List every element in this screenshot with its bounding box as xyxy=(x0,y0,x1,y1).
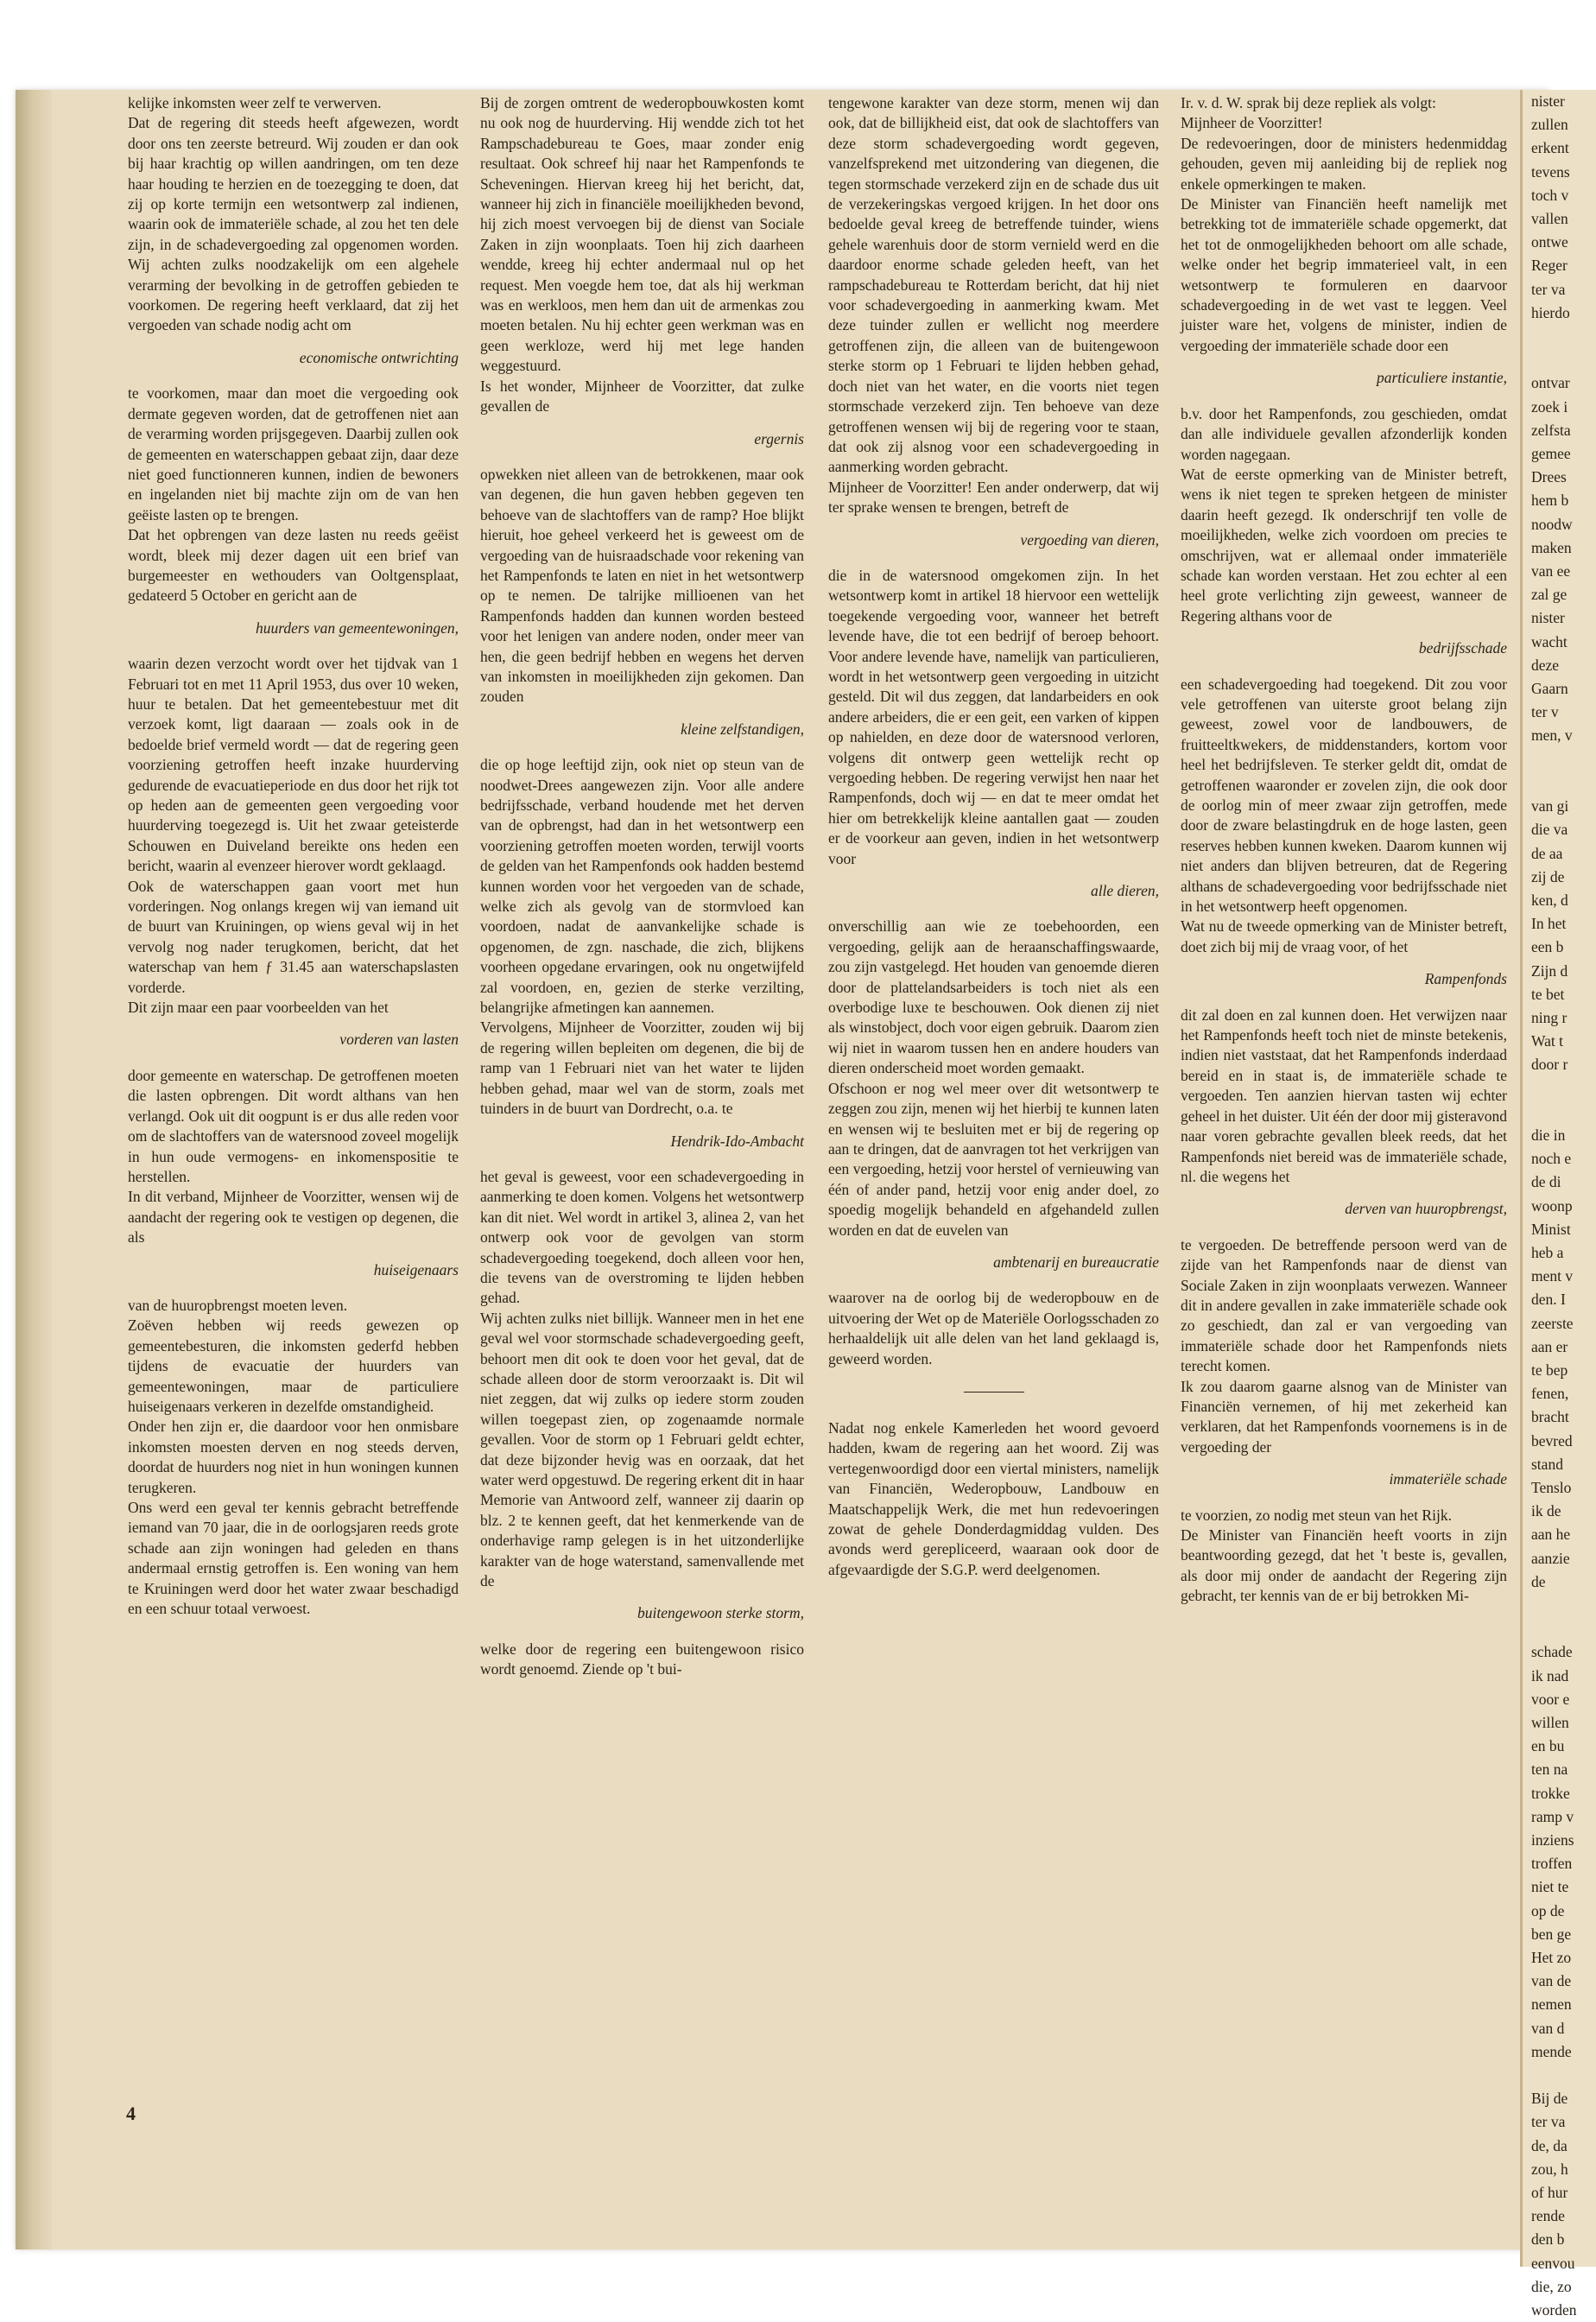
adjacent-page-fragment: hierdo xyxy=(1531,303,1570,321)
adjacent-page-fragment xyxy=(1523,325,1596,348)
adjacent-page-fragment: eenvou xyxy=(1531,2254,1575,2272)
adjacent-page-fragment: zeerste xyxy=(1531,1314,1574,1332)
adjacent-page-fragment: aan he xyxy=(1531,1526,1571,1544)
adjacent-page-fragment: woonp xyxy=(1531,1196,1573,1215)
inline-subheading: economische ontwrichting xyxy=(299,348,459,366)
adjacent-page-fragment: ment v xyxy=(1531,1267,1574,1285)
adjacent-page-fragment: ken, d xyxy=(1531,891,1568,909)
inline-subheading: particuliere instantie, xyxy=(1377,369,1507,387)
paragraph: welke door de regering een buitengewoon risico wordt genoemd. Ziende op 't bui- xyxy=(480,1640,804,1678)
adjacent-page-fragment: mende xyxy=(1531,2042,1572,2060)
adjacent-page-fragment: een b xyxy=(1531,938,1564,956)
adjacent-page-fragment: Zijn d xyxy=(1531,961,1568,980)
adjacent-page-fragment: te bep xyxy=(1531,1361,1568,1379)
adjacent-page-fragment: ik de xyxy=(1531,1502,1561,1520)
paragraph: Dat de regering dit steeds heeft afgewezen, wordt door ons ten zeerste betreurd. Wij zouden er dan ook bij haar krachtig op willen aandringen, om ten deze haar houding te herzien en de toezegging te doen, dat zij op korte termijn een wetsontwerp zal indienen, waarin ook de immateriële schade, al zou het ten dele zijn, in de schadevergoeding zal opgenomen worden. Wij achten zulks noodzakelijk om een algehele verarming der bevolking in de getroffen gebieden te voorkomen. De regering heeft verklaard, dat zij het vergoeden van schade nodig acht om xyxy=(128,114,459,334)
adjacent-page-fragment: zullen xyxy=(1531,116,1568,134)
paragraph: opwekken niet alleen van de betrokkenen, maar ook van degenen, die hun gaven hebben gegeven ten behoeve van de slachtoffers van de ramp? Hoe blijkt hieruit, hoe geheel verkeerd het is geweest om de vergoeding van de huisraadschade voor rekening van het Rampenfonds te laten en niet in het wetsontwerp op te nemen. De talrijke millioenen van het Rampenfonds hadden dan kunnen worden besteed voor het lenigen van andere noden, onder meer van hen, die geen bedrijf hebben en wegens het derven van inkomsten in moeilijkheden zijn gekomen. Dan zouden xyxy=(480,465,804,706)
adjacent-page-fragment: van ee xyxy=(1531,562,1571,580)
inline-subheading: huiseigenaars xyxy=(373,1260,459,1278)
adjacent-page-fragment: Drees xyxy=(1531,468,1567,486)
adjacent-page-fragment: ter va xyxy=(1531,2113,1566,2131)
paragraph: waarin dezen verzocht wordt over het tijdvak van 1 Februari tot en met 11 April 1953, dus over 10 weken, huur te betalen. Dat het gemeentebestuur met dit verzoek komt, ligt daaraan — zoals ook in de bedoelde brief vermeld wordt — dat de regering geen voorziening getroffen heeft inzake huurderving gedurende de evacuatieperiode en dus door het rijk tot op heden aan de gemeenten geen vergoeding voor huurderving toegezegd is. Uit het zwaar geteisterde Schouwen en Duiveland bereikte ons heden een bericht, waarin al evenzeer hierover wordt geklaagd. xyxy=(128,655,459,875)
adjacent-page-fragment: worden xyxy=(1531,2301,1577,2319)
adjacent-page-fragment: wacht xyxy=(1531,632,1568,650)
adjacent-page-fragment: de di xyxy=(1531,1173,1561,1191)
section-separator xyxy=(964,1392,1024,1393)
adjacent-page-fragment: nister xyxy=(1531,92,1565,110)
inline-subheading: Rampenfonds xyxy=(1424,970,1507,988)
adjacent-page-fragment: van de xyxy=(1531,1972,1572,1990)
adjacent-page-fragment: zij de xyxy=(1531,867,1565,885)
adjacent-page-fragment: den b xyxy=(1531,2230,1565,2249)
paragraph: Onder hen zijn er, die daardoor voor hen onmisbare inkomsten moesten derven en nog steeds derven, doordat de huurders nog niet in hun woningen kunnen terugkeren. xyxy=(128,1418,459,1496)
adjacent-page-fragment: die, zo xyxy=(1531,2277,1572,2295)
adjacent-page-fragment: troffen xyxy=(1531,1855,1573,1873)
inline-subheading: buitengewoon sterke storm, xyxy=(637,1604,804,1622)
adjacent-page-fragment: zal ge xyxy=(1531,586,1568,604)
inline-subheading: kleine zelfstandigen, xyxy=(681,720,804,738)
adjacent-page-fragment: ning r xyxy=(1531,1008,1568,1026)
inline-subheading: Hendrik-Ido-Ambacht xyxy=(670,1132,804,1150)
paragraph: Vervolgens, Mijnheer de Voorzitter, zouden wij bij de regering willen bepleiten om degenen, die bij de ramp van 1 Februari niet van het water te lijden hebben gehad, maar wel van de storm, zoals met tuinders in de buurt van Dordrecht, o.a. te xyxy=(480,1018,804,1118)
inline-subheading: ambtenarij en bureaucratie xyxy=(993,1253,1159,1271)
paragraph: kelijke inkomsten weer zelf te verwerven. xyxy=(128,94,382,111)
adjacent-page-fragment xyxy=(1523,748,1596,771)
adjacent-page-fragment: of hur xyxy=(1531,2184,1568,2202)
adjacent-page-fragment: toch v xyxy=(1531,186,1569,204)
adjacent-page-fragment: Gaarn xyxy=(1531,680,1568,698)
adjacent-page-fragment xyxy=(1523,1617,1596,1640)
adjacent-page-fragment: ontwe xyxy=(1531,233,1568,251)
paragraph: onverschillig aan wie ze toebehoorden, een vergoeding, gelijk aan de heraanschaffingswaarde, zou zijn vastgelegd. Het houden van genoemde dieren door de plattelandsarbeiders is toch niet als een overbodige luxe te beschouwen. Ook dienen zij niet als winstobject, doch voor eigen gebruik. Daarom zien wij niet in waarom tussen hen en andere houders van dieren onderscheid moet worden gemaakt. xyxy=(828,917,1159,1077)
paragraph: Bij de zorgen omtrent de wederopbouwkosten komt nu ook nog de huurderving. Hij wendde zich tot het Rampschadebureau te Goes, maar zonder enig resultaat. Ook schreef hij naar het Rampenfonds te Scheveningen. Hiervan kreeg hij het bericht, dat, wanneer hij zich in financiële moeilijkheden bevond, hij zich moest vervoegen bij de dienst van Sociale Zaken in zijn woonplaats. Toen hij zich daarheen wendde, kreeg hij echter andermaal nul op het request. Men voegde hem toe, dat als hij werkman was en werkloos, men hem dan uit de armenkas zou moeten betalen. Nu hij echter geen werkman was en geen werkloze, werd hij met lege handen weggestuurd. xyxy=(480,94,804,375)
adjacent-page-fragment: ten na xyxy=(1531,1761,1568,1779)
adjacent-page-fragment: aan er xyxy=(1531,1337,1568,1355)
adjacent-page-fragment: die va xyxy=(1531,821,1568,839)
adjacent-page-fragment: Het zo xyxy=(1531,1949,1572,1967)
adjacent-page-fragment: tevens xyxy=(1531,162,1570,181)
paragraph: Mijnheer de Voorzitter! Een ander onderwerp, dat wij ter sprake wensen te brengen, betreft de xyxy=(828,478,1159,517)
column-3 xyxy=(828,93,1159,1580)
adjacent-page-fragment: door r xyxy=(1531,1056,1568,1074)
adjacent-page-fragment: Reger xyxy=(1531,257,1568,275)
paragraph: Ons werd een geval ter kennis gebracht betreffende iemand van 70 jaar, die in de oorlogsjaren reeds grote schade aan zijn woningen had geleden en thans andermaal ernstig getroffen is. Een woning van hem te Kruiningen werd door het water zwaar beschadigd en een schuur totaal verwoest. xyxy=(128,1499,459,1618)
paragraph: te voorzien, zo nodig met steun van het Rijk. xyxy=(1181,1506,1452,1524)
column-1 xyxy=(128,93,459,1619)
inline-subheading: vergoeding van dieren, xyxy=(1020,530,1159,549)
paragraph: waarover na de oorlog bij de wederopbouw en de uitvoering der Wet op de Materiële Oorlogsschaden zo herhaaldelijk uit alle delen van het land geklaagd is, geweerd worden. xyxy=(828,1289,1159,1367)
adjacent-page-fragment: nemen xyxy=(1531,1995,1572,2014)
adjacent-page-fragment: op de xyxy=(1531,1901,1565,1919)
adjacent-page-fragment: ben ge xyxy=(1531,1925,1572,1943)
adjacent-page-fragment: voor e xyxy=(1531,1690,1570,1708)
paragraph: De Minister van Financiën heeft voorts in zijn beantwoording gezegd, dat het 't beste is, gevallen, als door mij onder de aandacht der Regering zijn gebracht, ter kennis van de er bij betrokken Mi- xyxy=(1181,1526,1507,1605)
paragraph: dit zal doen en zal kunnen doen. Het verwijzen naar het Rampenfonds heeft toch niet de minste betekenis, indien niet vaststaat, dat het Rampenfonds inderdaad bereid en in staat is, de immateriële schade te vergoeden. Ten aanzien hiervan tasten wij echter geheel in het duister. Uit één der door mij gisteravond naar voren gebrachte gevallen bleek reeds, dat het Rampenfonds niet bereid was de immateriële schade, nl. die wegens het xyxy=(1181,1006,1507,1185)
adjacent-page-fragment: ramp v xyxy=(1531,1807,1574,1825)
paragraph: door gemeente en waterschap. De getroffenen moeten die lasten opbrengen. Dit wordt althans van hen verlangd. Ook uit dit oogpunt is er dus alle reden voor om de slachtoffers van de watersnood zoveel mogelijk in hun oude vermogens- en inkomenspositie te herstellen. xyxy=(128,1066,459,1185)
adjacent-page-fragment xyxy=(1523,771,1596,795)
adjacent-page-fragment: te bet xyxy=(1531,985,1565,1003)
adjacent-page-fragment: ter v xyxy=(1531,703,1559,721)
adjacent-page-fragment: deze xyxy=(1531,656,1560,674)
adjacent-page-fragment: trokke xyxy=(1531,1784,1570,1802)
adjacent-page-fragment: hem b xyxy=(1531,492,1569,510)
adjacent-page-fragment: en bu xyxy=(1531,1737,1565,1755)
adjacent-page-fragment: heb a xyxy=(1531,1243,1564,1261)
paragraph: te voorkomen, maar dan moet die vergoeding ook dermate gegeven worden, dat de getroffenen niet aan de verarming worden prijsgegeven. Daarbij zullen ook de gemeenten en waterschappen gebaat zijn, daar deze niet goed functionneren kunnen, indien de bewoners en ingelanden niet bij machte zijn om de van hen geëiste lasten op te brengen. xyxy=(128,384,459,523)
column-4 xyxy=(1181,93,1507,1607)
adjacent-page-fragment: van gi xyxy=(1531,797,1569,815)
adjacent-page-fragment: schade xyxy=(1531,1643,1573,1661)
adjacent-page-fragment: noch e xyxy=(1531,1150,1572,1168)
inline-subheading: immateriële schade xyxy=(1389,1470,1507,1488)
paragraph: Ofschoon er nog wel meer over dit wetsontwerp te zeggen zou zijn, menen wij het hierbij te kunnen laten en wensen wij te besluiten met er bij de regering op aan te dringen, dat de aanvragen tot het verkrijgen van een vergoeding, hetzij voor herstel of vernieuwing van één of ander pand, hetzij voor enig ander doel, zo spoedig mogelijk behandeld en afgehandeld zullen worden en dat de euvelen van xyxy=(828,1079,1159,1239)
inline-subheading: alle dieren, xyxy=(1090,882,1159,900)
adjacent-page-fragment xyxy=(1523,1594,1596,1617)
paragraph: Wat de eerste opmerking van de Minister betreft, wens ik niet tegen te spreken hetgeen de minister daarin heeft gezegd. Ik onderschrijf ten volle de moeilijkheden, welke zich voordoen om precies te omschrijven, wat er allemaal onder immateriële schade kan worden verstaan. Het zou echter al een heel grote verlichting zijn geweest, wanneer de Regering althans voor de xyxy=(1181,465,1507,625)
paragraph: De Minister van Financiën heeft namelijk met betrekking tot de immateriële schade opgemerkt, dat het tot de onmogelijkheden behoort om alle schade, welke onder het begrip immaterieel valt, in een wetsontwerp te formuleren en daarvoor schadevergoeding in de wet vast te leggen. Veel juister ware het, volgens de minister, indien de vergoeding der immateriële schade door een xyxy=(1181,195,1507,354)
inline-subheading: ergernis xyxy=(754,429,804,447)
paragraph: Nadat nog enkele Kamerleden het woord gevoerd hadden, kwam de regering aan het woord. Zij was vertegenwoordigd door een viertal ministers, namelijk van Financiën, Wederopbouw, Landbouw en Maatschappelijk Werk, die met hun redevoeringen zowat de gehele Donderdagmiddag vulden. Des avonds werd gerepliceerd, waaraan ook door de afgevaardigde der S.G.P. werd deelgenomen. xyxy=(828,1418,1159,1578)
paragraph: Mijnheer de Voorzitter! xyxy=(1181,114,1323,132)
paragraph: De redevoeringen, door de ministers hedenmiddag gehouden, geven mij aanleiding bij de repliek nog enkele opmerkingen te maken. xyxy=(1181,134,1507,193)
paragraph: die op hoge leeftijd zijn, ook niet op steun van de noodwet-Drees aangewezen zijn. Voor alle andere bedrijfsschade, verband houdende met het derven van de opbrengst, had dan in het wetsontwerp een voorziening getroffen moeten worden, terwijl voorts de gelden van het Rampenfonds ook hadden bestemd kunnen worden voor het vergoeden van de schade, welke zich als gevolg van de stormvloed kan voordoen, nadat de aanvankelijke schade is opgenomen, de zgn. naschade, die zich, blijkens voorheen opgedane ervaringen, ook nu ongetwijfeld zal voordoen, en, gezien de sterke verzilting, belangrijke afmetingen kan aannemen. xyxy=(480,756,804,1017)
adjacent-page-fragment: In het xyxy=(1531,915,1567,933)
paragraph: Ook de waterschappen gaan voort met hun vorderingen. Nog onlangs kregen wij van iemand uit de buurt van Kruiningen, op wiens geval wij in het vervolg nog nader terugkomen, bericht, dat het waterschap van hem ƒ 31.45 aan waterschapslasten vorderde. xyxy=(128,877,459,996)
adjacent-page-fragment: zou, h xyxy=(1531,2160,1568,2178)
adjacent-page-fragment: de aa xyxy=(1531,844,1563,862)
adjacent-page-fragment: den. I xyxy=(1531,1291,1566,1309)
inline-subheading: huurders van gemeentewoningen, xyxy=(255,619,459,637)
paragraph: Wij achten zulks niet billijk. Wanneer men in het ene geval wel voor stormschade schadevergoeding geeft, behoort men dit ook te doen voor het geval, dat de schade alleen door de storm veroorzaakt is. Dit wil niet zeggen, dat wij zulks op iedere storm zouden willen toegepast zien, op zogenaamde normale gevallen. Voor de storm op 1 Februari geldt echter, dat deze bijzonder hevig was en oorzaak, dat het water werd opgestuwd. De regering erkent dit in haar Memorie van Antwoord zelf, wanneer zij daarin op blz. 2 te kennen geeft, dat het kenmerkende van de onderhavige ramp gelegen is in het uitzonderlijke karakter van de hoge waterstand, samenvallende met de xyxy=(480,1309,804,1590)
adjacent-page-fragment: willen xyxy=(1531,1714,1569,1732)
paragraph: Wat nu de tweede opmerking van de Minister betreft, doet zich bij mij de vraag voor, of het xyxy=(1181,917,1507,955)
adjacent-page-fragment xyxy=(1523,348,1596,371)
adjacent-page-fragment: rende xyxy=(1531,2207,1565,2225)
paragraph: te vergoeden. De betreffende persoon werd van de zijde van het Rampenfonds naar de dienst van Sociale Zaken in zijn woonplaats verwezen. Wanneer dit in andere gevallen in zake immateriële schade ook zo geschiedt, dan zal er van vergoeding van immateriële schade door het Rampenfonds niets terecht komen. xyxy=(1181,1235,1507,1375)
adjacent-page-fragment: zelfsta xyxy=(1531,421,1571,439)
adjacent-page-fragment: Tenslo xyxy=(1531,1478,1572,1496)
inline-subheading: vorderen van lasten xyxy=(339,1031,459,1049)
adjacent-page-fragment: de, da xyxy=(1531,2136,1568,2154)
paragraph: een schadevergoeding had toegekend. Dit zou voor vele getroffenen van uiterste groot belang zijn geweest, zowel voor de landbouwers, de fruitteeltkwekers, de middenstanders, kortom voor heel het bedrijfsleven. Te sterker geldt dit, omdat de getroffenen waaronder er zovelen zijn, die ook door de oorlog min of meer zwaar zijn getroffen, mede door de zware belastingdruk en de hoge lasten, geen reserves hebben kunnen kweken. Daarom kunnen wij niet anders dan blijven betreuren, dat de Regering althans de schadevergoeding voor bedrijfsschade niet in het wetsontwerp heeft opgenomen. xyxy=(1181,675,1507,916)
adjacent-page-fragment: bracht xyxy=(1531,1408,1569,1426)
paragraph: Is het wonder, Mijnheer de Voorzitter, dat zulke gevallen de xyxy=(480,377,804,416)
adjacent-page-fragment: nister xyxy=(1531,609,1565,627)
book-binding xyxy=(16,90,52,2249)
adjacent-page-fragment: erkent xyxy=(1531,139,1569,157)
paragraph: van de huuropbrengst moeten leven. xyxy=(128,1296,348,1314)
paragraph: Dat het opbrengen van deze lasten nu reeds geëist wordt, bleek mij dezer dagen uit een brief van burgemeester en wethouders van Ooltgensplaat, gedateerd 5 October en gericht aan de xyxy=(128,526,459,605)
paragraph: het geval is geweest, voor een schadevergoeding in aanmerking te doen komen. Volgens het wetsontwerp kan dit niet. Wel wordt in artikel 3, alinea 2, van het ontwerp ook voor de gevolgen van storm schadevergoeding toegekend, doch alleen voor hen, die tevens van de overstroming te lijden hebben gehad. xyxy=(480,1167,804,1307)
paragraph: Zoëven hebben wij reeds gewezen op gemeentebesturen, die inkomsten gederfd hebben tijdens de evacuatie der huurders van gemeentewoningen, maar de particuliere huiseigenaars verkeren in dezelfde omstandigheid. xyxy=(128,1316,459,1415)
adjacent-page-fragment: inziens xyxy=(1531,1831,1574,1849)
adjacent-page-fragment: men, v xyxy=(1531,726,1573,745)
adjacent-page-edge xyxy=(1520,90,1596,2319)
adjacent-page-fragment xyxy=(1523,1077,1596,1101)
inline-subheading: bedrijfsschade xyxy=(1418,639,1507,657)
adjacent-page-fragment: fenen, xyxy=(1531,1385,1569,1403)
paragraph: Dit zijn maar een paar voorbeelden van het xyxy=(128,999,389,1017)
page-number: 4 xyxy=(126,2103,136,2124)
paragraph: Ik zou daarom gaarne alsnog van de Minister van Financiën vernemen, of hij met zekerheid kan verklaren, dat het Rampenfonds voornemens is in de vergoeding der xyxy=(1181,1377,1507,1456)
adjacent-page-fragment: van d xyxy=(1531,2019,1565,2037)
adjacent-page-fragment: noodw xyxy=(1531,515,1573,533)
adjacent-page-fragment: ontvar xyxy=(1531,374,1570,392)
adjacent-page-fragment: maken xyxy=(1531,538,1572,556)
adjacent-page-fragment: niet te xyxy=(1531,1878,1569,1896)
adjacent-page-fragment: vallen xyxy=(1531,210,1568,228)
adjacent-page-fragment: zoek i xyxy=(1531,397,1568,416)
adjacent-page-fragment: Bij de xyxy=(1531,2090,1568,2108)
adjacent-page-fragment: Minist xyxy=(1531,1220,1571,1238)
adjacent-page-fragment xyxy=(1523,2064,1596,2087)
adjacent-page-fragment: die in xyxy=(1531,1126,1566,1144)
adjacent-page-fragment: bevred xyxy=(1531,1431,1573,1450)
adjacent-page-fragment: aanzie xyxy=(1531,1549,1570,1567)
paragraph: b.v. door het Rampenfonds, zou geschieden, omdat dan alle individuele gevallen afzonderlijk konden worden nagegaan. xyxy=(1181,404,1507,463)
adjacent-page-fragment: ter va xyxy=(1531,280,1566,298)
adjacent-page-fragment xyxy=(1523,1101,1596,1124)
paragraph: tengewone karakter van deze storm, menen wij dan ook, dat de billijkheid eist, dat ook de slachtoffers van deze storm schadevergoeding wordt gegeven, vanzelfsprekend met uitzondering van diegenen, die tegen stormschade verzekerd zijn en de schade dus uit de verzekeringskas vergoed krijgen. In het door ons bedoelde geval kreeg de betreffende tuinder, wiens gehele warenhuis door de storm vernield werd en die daardoor enorme schade geleden heeft, van het rampschadebureau te Rotterdam bericht, dat hij niet voor schadevergoeding in aanmerking kwam. Met deze tuinder zullen er wellicht nog meerdere getroffenen zijn, die alleen van de buitengewoon sterke storm op 1 Februari te lijden hebben gehad, doch niet van het water, en die voorts niet tegen stormschade verzekerd zijn. Ten behoeve van deze getroffenen wensen wij bij de regering voor te staan, dat ook zij alsnog voor een schadevergoeding in aanmerking worden gebracht. xyxy=(828,94,1159,476)
paragraph: Ir. v. d. W. sprak bij deze repliek als volgt: xyxy=(1181,94,1436,111)
inline-subheading: derven van huuropbrengst, xyxy=(1345,1200,1507,1218)
adjacent-page-fragment: ik nad xyxy=(1531,1666,1569,1684)
adjacent-page-fragment: Wat t xyxy=(1531,1032,1563,1050)
paragraph: In dit verband, Mijnheer de Voorzitter, wensen wij de aandacht der regering ook te vestigen op degenen, die als xyxy=(128,1188,459,1247)
adjacent-page-fragment: de xyxy=(1531,1572,1546,1590)
paragraph: die in de watersnood omgekomen zijn. In het wetsontwerp komt in artikel 18 hiervoor een wettelijk toegekende vergoeding voor, wanneer het betreft levende have, die tot een bedrijf of beroep behoort. Voor andere levende have, namelijk van particulieren, wordt in het wetsontwerp geen vergoeding in uitzicht gesteld. Dit wil dus zeggen, dat landarbeiders en ook andere arbeiders, die er een geit, een varken of kippen op nahielden, en deze door de watersnood verloren, volgens dit ontwerp geen wettelijk recht op vergoeding hebben. De regering verwijst hen naar het Rampenfonds, doch wij — en dat te meer omdat het hier om betrekkelijk kleine aantallen gaat — zouden er de voorkeur aan geven, indien in het wetsontwerp voor xyxy=(828,566,1159,867)
column-2 xyxy=(480,93,804,1680)
adjacent-page-fragment: gemee xyxy=(1531,445,1571,463)
adjacent-page-fragment: stand xyxy=(1531,1455,1563,1473)
